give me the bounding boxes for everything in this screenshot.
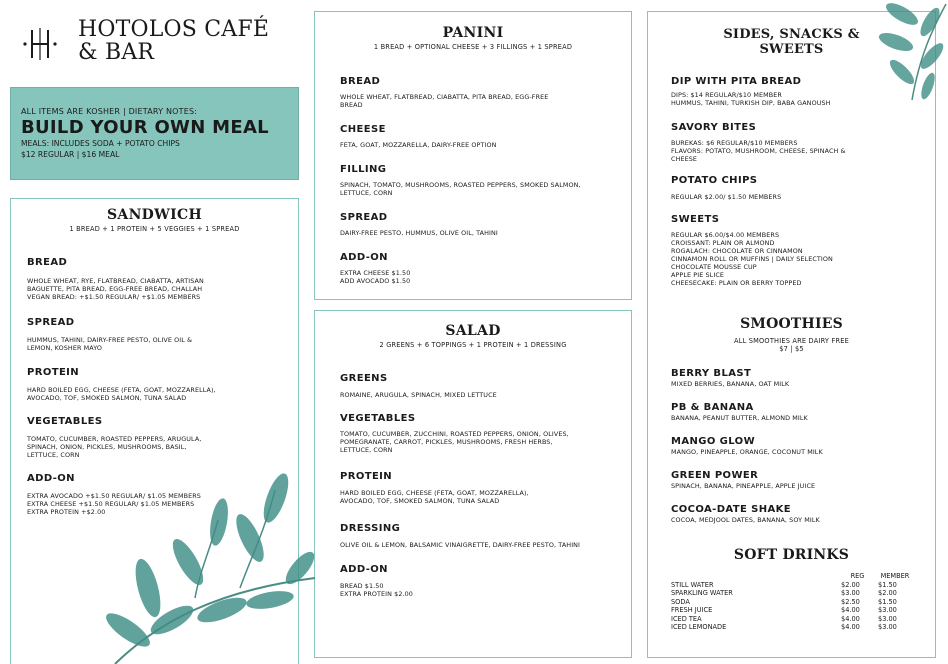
smoothie-name: BERRY BLAST (671, 368, 752, 379)
leaf-branch-icon (100, 470, 320, 664)
smoothie-item (671, 402, 808, 422)
section-heading: SPREAD (27, 317, 75, 328)
section-line: SPINACH, TOMATO, MUSHROOMS, ROASTED PEPPERS, SMOKED SALMON, (340, 181, 581, 189)
drink-name: SODA (671, 597, 690, 606)
section-line: CROISSANT: PLAIN OR ALMOND (671, 239, 775, 247)
drink-member: $1.50 (878, 597, 897, 606)
drink-reg: $2.50 (841, 597, 860, 606)
section-heading: ADD-ON (340, 564, 388, 575)
drink-member: $1.50 (878, 580, 897, 589)
banner-meals: MEALS: INCLUDES SODA + POTATO CHIPS (21, 139, 180, 148)
table-header (671, 572, 916, 581)
brand-header (22, 16, 302, 72)
section-heading: VEGETABLES (27, 416, 103, 427)
salad-protein (340, 471, 529, 505)
section-heading: ADD-ON (27, 473, 75, 484)
section-line: REGULAR $6.00/$4.00 MEMBERS (671, 231, 780, 239)
drink-name: FRESH JUICE (671, 606, 713, 614)
section-line: LETTUCE, CORN (340, 189, 393, 197)
section-line: EXTRA CHEESE $1.50 (340, 269, 411, 277)
salad-vegetables (340, 413, 569, 454)
section-line: TOMATO, CUCUMBER, ZUCCHINI, ROASTED PEPPERS, ONION, OLIVES, (340, 430, 569, 438)
leaf-corner-icon (872, 0, 948, 108)
banner-headline: BUILD YOUR OWN MEAL (21, 117, 269, 138)
section-line: ROGALACH: CHOCOLATE OR CINNAMON (671, 247, 803, 255)
section-line: EXTRA PROTEIN $2.00 (340, 590, 413, 598)
soft-drinks-table (671, 572, 916, 632)
section-line: DAIRY-FREE PESTO, HUMMUS, OLIVE OIL, TAHINI (340, 229, 498, 237)
section-heading: CHEESE (340, 124, 386, 135)
section-line: APPLE PIE SLICE (671, 271, 725, 279)
salad-addon (340, 564, 413, 598)
section-line: LETTUCE, CORN (340, 446, 393, 454)
section-heading: PROTEIN (340, 471, 393, 482)
section-line: SPINACH, ONION, PICKLES, MUSHROOMS, BASIL, (27, 443, 187, 451)
section-heading: VEGETABLES (340, 413, 416, 424)
section-line: WHOLE WHEAT, RYE, FLATBREAD, CIABATTA, ARTISAN (27, 277, 204, 285)
section-heading: BREAD (27, 257, 68, 268)
sides-savory (671, 122, 846, 163)
logo-icon (22, 26, 62, 62)
sandwich-spread (27, 317, 192, 352)
panini-addon (340, 252, 410, 285)
panini-bread (340, 76, 548, 109)
smoothies-price: $7 | $5 (779, 345, 804, 353)
section-line: AVOCADO, TOF, SMOKED SALMON, TUNA SALAD (27, 394, 187, 402)
sandwich-bread (27, 257, 204, 301)
drink-member: $3.00 (878, 623, 897, 631)
smoothie-desc: SPINACH, BANANA, PINEAPPLE, APPLE JUICE (671, 482, 816, 490)
panini-card (314, 11, 632, 300)
sides-chips (671, 175, 781, 201)
section-line: BREAD $1.50 (340, 582, 384, 590)
section-line: EXTRA PROTEIN +$2.00 (27, 508, 106, 516)
section-line: BAGUETTE, PITA BREAD, EGG-FREE BREAD, CHALLAH (27, 285, 203, 293)
col-member-header: MEMBER (880, 572, 910, 580)
section-line: CHEESECAKE: PLAIN OR BERRY TOPPED (671, 279, 802, 287)
smoothie-desc: MANGO, PINEAPPLE, ORANGE, COCONUT MILK (671, 448, 823, 456)
section-line: TOMATO, CUCUMBER, ROASTED PEPPERS, ARUGULA, (27, 435, 202, 443)
section-heading: SAVORY BITES (671, 122, 757, 133)
section-heading: GREENS (340, 373, 388, 384)
section-line: HARD BOILED EGG, CHEESE (FETA, GOAT, MOZZARELLA), (27, 386, 216, 394)
salad-dressing (340, 523, 580, 549)
salad-greens (340, 373, 497, 399)
banner-price: $12 REGULAR | $16 MEAL (21, 150, 120, 159)
smoothie-name: MANGO GLOW (671, 436, 756, 447)
section-line: ROMAINE, ARUGULA, SPINACH, MIXED LETTUCE (340, 391, 497, 399)
smoothie-desc: COCOA, MEDJOOL DATES, BANANA, SOY MILK (671, 516, 820, 524)
panini-subtitle: 1 BREAD + OPTIONAL CHEESE + 3 FILLINGS + 1 SPREAD (373, 43, 573, 51)
smoothie-item (671, 436, 823, 456)
soft-drinks-title: SOFT DRINKS (733, 547, 850, 563)
panini-filling (340, 164, 581, 197)
smoothie-name: GREEN POWER (671, 470, 759, 481)
sides-card (647, 11, 936, 658)
section-line: EXTRA CHEESE +$1.50 REGULAR/ $1.05 MEMBERS (27, 500, 195, 508)
smoothies-note: ALL SMOOTHIES ARE DAIRY FREE (734, 337, 849, 345)
section-heading: BREAD (340, 76, 381, 87)
section-heading: DIP WITH PITA BREAD (671, 76, 802, 87)
smoothies-title: SMOOTHIES (740, 316, 843, 332)
drink-name: ICED TEA (671, 614, 702, 623)
sides-title-line1: SIDES, SNACKS & (723, 27, 860, 42)
drink-reg: $4.00 (841, 606, 860, 614)
section-line: LETTUCE, CORN (27, 451, 80, 459)
col-reg-header: REG (850, 572, 865, 580)
section-line: HUMMUS, TAHINI, DAIRY-FREE PESTO, OLIVE OIL & (27, 336, 193, 344)
section-line: CHEESE (671, 155, 698, 163)
sides-dip (671, 76, 831, 107)
table-row (671, 606, 916, 615)
brand-name-line1: HOTOLOS CAFÉ (78, 17, 270, 42)
smoothie-item (671, 470, 815, 490)
section-heading: DRESSING (340, 523, 401, 534)
section-line: REGULAR $2.00/ $1.50 MEMBERS (671, 193, 782, 201)
panini-spread (340, 212, 498, 237)
drink-name: STILL WATER (671, 580, 714, 589)
section-line: LEMON, KOSHER MAYO (27, 344, 103, 352)
dietary-note: ALL ITEMS ARE KOSHER | DIETARY NOTES: (21, 107, 198, 116)
smoothie-item (671, 504, 820, 524)
sandwich-title: SANDWICH (107, 207, 202, 223)
table-row (671, 589, 916, 598)
drink-member: $3.00 (878, 606, 897, 614)
table-row (671, 615, 916, 624)
section-line: EXTRA AVOCADO +$1.50 REGULAR/ $1.05 MEMBERS (27, 492, 201, 500)
table-row (671, 581, 916, 590)
smoothie-name: PB & BANANA (671, 402, 754, 413)
section-heading: FILLING (340, 164, 387, 175)
section-line: HARD BOILED EGG, CHEESE (FETA, GOAT, MOZZARELLA), (340, 489, 529, 497)
section-line: FLAVORS: POTATO, MUSHROOM, CHEESE, SPINACH & (671, 147, 846, 155)
section-line: POMEGRANATE, CARROT, PICKLES, MUSHROOMS, FRESH HERBS, (340, 438, 553, 446)
drink-reg: $4.00 (841, 623, 860, 631)
drink-reg: $3.00 (841, 589, 860, 597)
section-heading: SPREAD (340, 212, 388, 223)
panini-title: PANINI (442, 25, 504, 41)
sides-title-line2: SWEETS (759, 42, 824, 57)
section-line: CHOCOLATE MOUSSE CUP (671, 263, 757, 271)
section-line: FETA, GOAT, MOZZARELLA, DAIRY-FREE OPTION (340, 141, 497, 149)
section-line: BUREKAS: $6 REGULAR/$10 MEMBERS (671, 139, 798, 147)
table-row (671, 598, 916, 607)
salad-subtitle: 2 GREENS + 6 TOPPINGS + 1 PROTEIN + 1 DRESSING (379, 341, 567, 349)
section-line: OLIVE OIL & LEMON, BALSAMIC VINAIGRETTE, DAIRY-FREE PESTO, TAHINI (340, 541, 581, 549)
section-line: DIPS: $14 REGULAR/$10 MEMBER (671, 91, 782, 99)
smoothie-item (671, 368, 789, 388)
table-row (671, 623, 916, 632)
section-heading: PROTEIN (27, 367, 80, 378)
section-line: HUMMUS, TAHINI, TURKISH DIP, BABA GANOUSH (671, 99, 831, 107)
salad-title: SALAD (445, 323, 501, 339)
section-line: ADD AVOCADO $1.50 (340, 277, 411, 285)
sandwich-vegetables (27, 416, 201, 459)
section-line: VEGAN BREAD: +$1.50 REGULAR/ +$1.05 MEMBERS (27, 293, 201, 301)
sides-sweets (671, 214, 833, 287)
section-heading: SWEETS (671, 214, 720, 225)
panini-cheese (340, 124, 496, 149)
section-line: AVOCADO, TOF, SMOKED SALMON, TUNA SALAD (340, 497, 500, 505)
smoothie-desc: MIXED BERRIES, BANANA, OAT MILK (671, 380, 790, 388)
drink-name: ICED LEMONADE (671, 623, 727, 631)
smoothie-name: COCOA-DATE SHAKE (671, 504, 791, 515)
drink-name: SPARKLING WATER (671, 589, 733, 597)
section-line: CINNAMON ROLL OR MUFFINS | DAILY SELECTION (671, 255, 833, 263)
section-line: WHOLE WHEAT, FLATBREAD, CIABATTA, PITA BREAD, EGG-FREE (340, 93, 549, 101)
drink-reg: $2.00 (841, 580, 860, 589)
build-meal-banner (10, 87, 299, 180)
smoothies-header (648, 317, 935, 353)
drink-member: $3.00 (878, 614, 897, 623)
smoothie-desc: BANANA, PEANUT BUTTER, ALMOND MILK (671, 414, 808, 422)
brand-name-line2: & BAR (78, 40, 155, 65)
sandwich-protein (27, 367, 216, 402)
salad-card (314, 310, 632, 658)
brand-name (78, 18, 269, 64)
section-heading: ADD-ON (340, 252, 388, 263)
section-line: BREAD (340, 101, 363, 109)
drink-member: $2.00 (878, 589, 897, 597)
section-heading: POTATO CHIPS (671, 175, 758, 186)
sandwich-subtitle: 1 BREAD + 1 PROTEIN + 5 VEGGIES + 1 SPREAD (69, 225, 240, 233)
drink-reg: $4.00 (841, 614, 860, 623)
